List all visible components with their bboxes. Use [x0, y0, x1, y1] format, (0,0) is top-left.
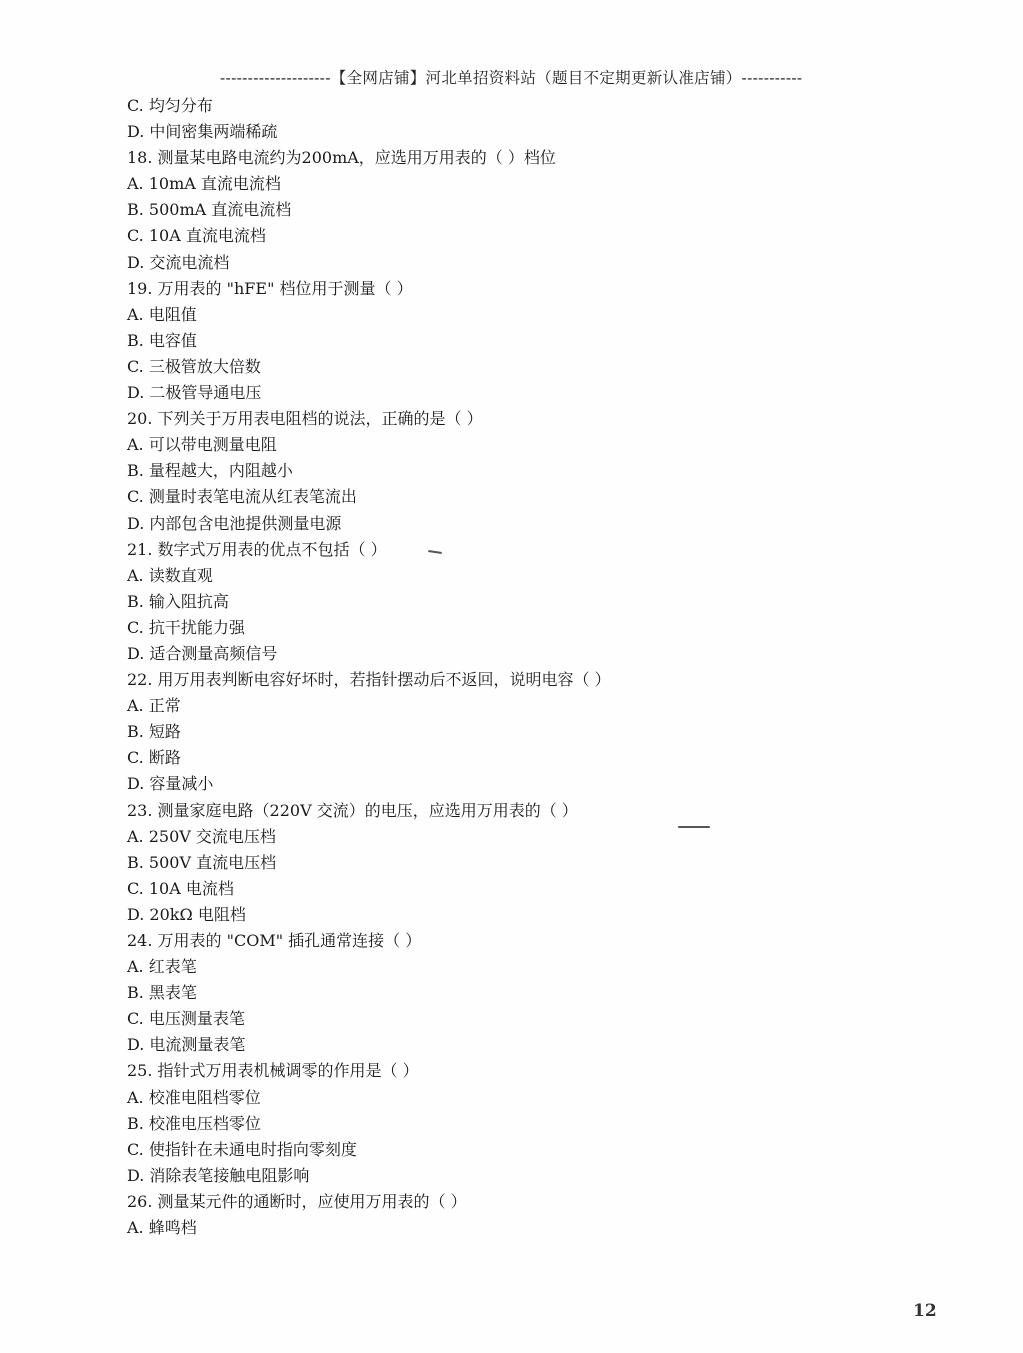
page-header: --------------------【全网店铺】河北单招资料站（题目不定期更新认准店铺）-----------	[220, 69, 803, 87]
option-line: A. 电阻值	[127, 304, 197, 324]
question-line: 19. 万用表的 "hFE" 档位用于测量（ ）	[127, 278, 413, 298]
option-line: B. 电容值	[127, 330, 197, 350]
option-line: D. 适合测量高频信号	[127, 643, 278, 663]
question-list	[127, 93, 887, 1241]
option-line: A. 红表笔	[127, 957, 197, 977]
option-line: C. 抗干扰能力强	[127, 617, 245, 637]
question-line: 22. 用万用表判断电容好坏时，若指针摆动后不返回，说明电容（ ）	[127, 670, 611, 690]
option-line: A. 读数直观	[127, 565, 213, 585]
option-line: A. 可以带电测量电阻	[127, 435, 277, 455]
question-line: 18. 测量某电路电流约为200mA，应选用万用表的（ ）档位	[127, 148, 556, 168]
option-line: D. 交流电流档	[127, 252, 230, 272]
option-line: B. 校准电压档零位	[127, 1113, 261, 1133]
option-line: D. 20kΩ 电阻档	[127, 904, 246, 924]
question-line: 24. 万用表的 "COM" 插孔通常连接（ ）	[127, 931, 422, 950]
question-line: 26. 测量某元件的通断时，应使用万用表的（ ）	[127, 1191, 467, 1211]
question-line: 20. 下列关于万用表电阻档的说法，正确的是（ ）	[127, 409, 483, 429]
option-line: B. 500mA 直流电流档	[127, 200, 292, 220]
pen-mark	[678, 826, 710, 828]
option-line: D. 内部包含电池提供测量电源	[127, 513, 342, 533]
question-line: 23. 测量家庭电路（220V 交流）的电压，应选用万用表的（ ）	[127, 800, 578, 820]
option-line: C. 使指针在未通电时指向零刻度	[127, 1139, 357, 1159]
option-line: C. 测量时表笔电流从红表笔流出	[127, 487, 357, 507]
option-line: A. 蜂鸣档	[127, 1218, 197, 1238]
question-line: 25. 指针式万用表机械调零的作用是（ ）	[127, 1061, 419, 1081]
option-line: C. 断路	[127, 748, 181, 768]
option-line: D. 电流测量表笔	[127, 1035, 246, 1055]
option-line: A. 10mA 直流电流档	[127, 174, 281, 194]
option-line: B. 量程越大，内阻越小	[127, 461, 293, 481]
page-number: 12	[913, 1301, 937, 1321]
option-line: C. 10A 直流电流档	[127, 226, 266, 246]
option-line: D. 中间密集两端稀疏	[127, 122, 278, 142]
option-line: A. 250V 交流电压档	[127, 826, 276, 846]
option-line: C. 三极管放大倍数	[127, 356, 261, 376]
option-line: B. 黑表笔	[127, 983, 197, 1003]
option-line: B. 500V 直流电压档	[127, 852, 277, 872]
option-line: B. 短路	[127, 722, 181, 742]
option-line: D. 容量减小	[127, 774, 214, 794]
question-line: 21. 数字式万用表的优点不包括（ ）	[127, 539, 387, 559]
option-line: C. 电压测量表笔	[127, 1009, 245, 1029]
option-line: D. 二极管导通电压	[127, 383, 262, 403]
option-line: B. 输入阻抗高	[127, 591, 229, 611]
option-line: C. 均匀分布	[127, 96, 213, 115]
option-line: A. 校准电阻档零位	[127, 1087, 261, 1107]
option-line: A. 正常	[127, 696, 181, 716]
option-line: D. 消除表笔接触电阻影响	[127, 1165, 310, 1185]
option-line: C. 10A 电流档	[127, 878, 234, 898]
